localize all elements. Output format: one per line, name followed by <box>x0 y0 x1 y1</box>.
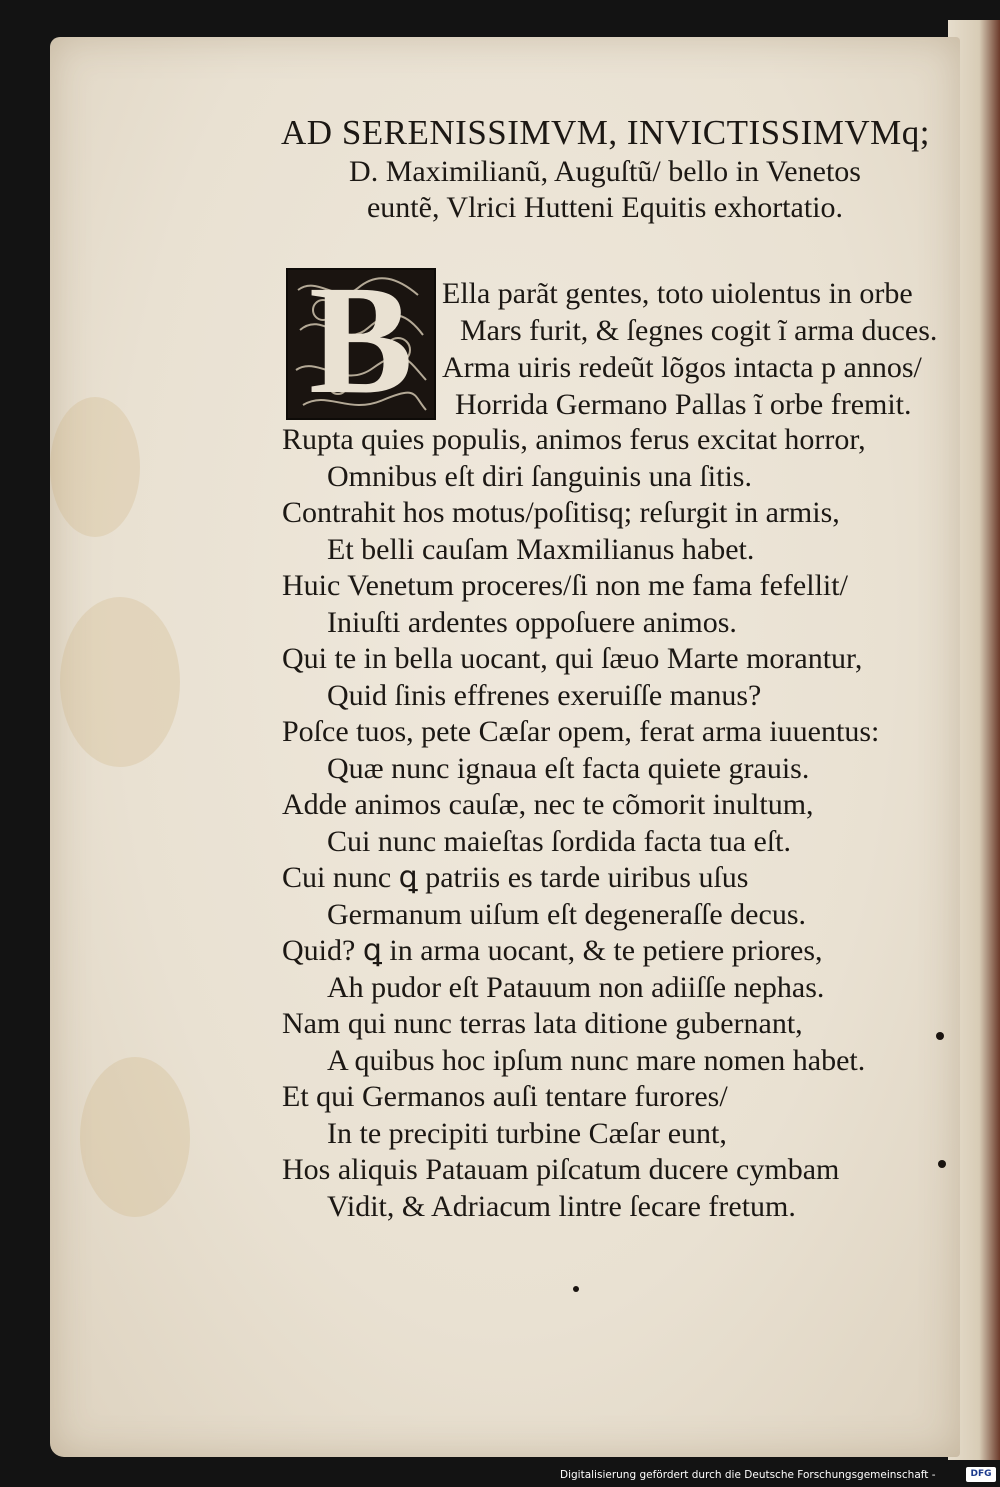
heading-line-3: euntẽ, Vlrici Hutteni Equitis exhortatio. <box>366 191 843 224</box>
verse-line: Et belli cauſam Maxmilianus habet. <box>327 533 755 566</box>
digitization-credit: Digitalisierung gefördert durch die Deutsche Forschungsgemeinschaft - <box>560 1469 936 1481</box>
verse-line: Vidit, & Adriacum lintre ſecare fretum. <box>327 1190 796 1223</box>
verse-line: Huic Venetum proceres/ſi non me fama fefellit/ <box>282 569 848 602</box>
verse-line: Quæ nunc ignaua eſt facta quiete grauis. <box>327 752 810 785</box>
verse-line: Quid ſinis effrenes exeruiſſe manus? <box>327 679 762 712</box>
verse-line: Iniuſti ardentes oppoſuere animos. <box>327 606 737 639</box>
verse-line: Et qui Germanos auſi tentare furores/ <box>282 1080 728 1113</box>
verse-line: Nam qui nunc terras lata ditione gubernant, <box>282 1007 803 1040</box>
dfg-logo: DFG <box>966 1467 996 1482</box>
heading-line-1: AD SERENISSIMVM, INVICTISSIMVMq; <box>281 113 930 152</box>
verse-line: Horrida Germano Pallas ĩ orbe fremit. <box>455 388 912 421</box>
page-stain <box>50 397 140 537</box>
verse-line: Qui te in bella uocant, qui ſæuo Marte morantur, <box>282 642 863 675</box>
initial-letter: B <box>308 253 414 426</box>
verse-line: Mars furit, & ſegnes cogit ĩ arma duces. <box>460 314 938 347</box>
page-heading <box>260 112 950 226</box>
verse-line: Adde animos cauſæ, nec te cõmorit inultum, <box>282 788 814 821</box>
verse-line: Hos aliquis Patauam piſcatum ducere cymbam <box>282 1153 840 1186</box>
page-stain <box>80 1057 190 1217</box>
decorated-initial <box>286 253 436 426</box>
verse-line: Arma uiris redeũt lõgos intacta p annos/ <box>442 351 922 384</box>
ink-dot <box>573 1286 579 1292</box>
verse-line: Cui nunc maieſtas ſordida facta tua eſt. <box>327 825 792 858</box>
page-stain <box>60 597 180 767</box>
verse-line: Contrahit hos motus/poſitisq; reſurgit in armis, <box>282 496 840 529</box>
verse-line: Quid? ꝗ in arma uocant, & te petiere priores, <box>282 934 823 967</box>
verse-line: Cui nunc ꝗ patriis es tarde uiribus uſus <box>282 861 749 894</box>
verse-line: A quibus hoc ipſum nunc mare nomen habet. <box>327 1044 866 1077</box>
ink-dot <box>936 1032 944 1040</box>
verse-line: Ella parãt gentes, toto uiolentus in orbe <box>442 277 913 310</box>
ink-dot <box>938 1160 946 1168</box>
verse-line: Omnibus eſt diri ſanguinis una ſitis. <box>327 460 752 493</box>
verse-line: Ah pudor eſt Patauum non adiiſſe nephas. <box>327 971 825 1004</box>
verse-line: In te precipiti turbine Cæſar eunt, <box>327 1117 727 1150</box>
verse-line: Rupta quies populis, animos ferus excitat horror, <box>282 423 866 456</box>
verse-line: Germanum uiſum eſt degeneraſſe decus. <box>327 898 806 931</box>
verse-line: Poſce tuos, pete Cæſar opem, ferat arma iuuentus: <box>282 715 880 748</box>
heading-line-2: D. Maximilianũ, Auguſtũ/ bello in Venetos <box>349 155 861 188</box>
